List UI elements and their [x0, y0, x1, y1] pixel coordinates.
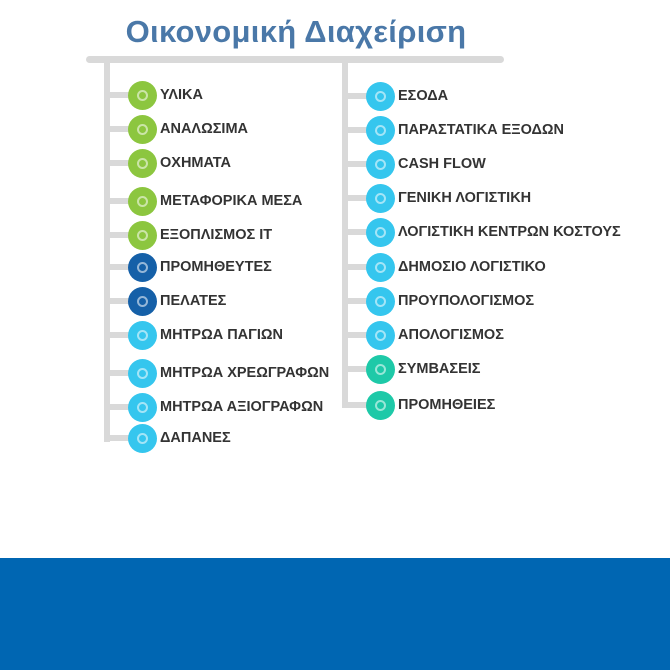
node-circle-icon: [128, 321, 157, 350]
node-label: ΠΡΟΜΗΘΕΙΕΣ: [398, 397, 496, 413]
node-circle-icon: [128, 393, 157, 422]
node-label: ΔΑΠΑΝΕΣ: [160, 430, 231, 446]
node-label: ΠΡΟΥΠΟΛΟΓΙΣΜΟΣ: [398, 293, 535, 309]
node-circle-icon: [128, 81, 157, 110]
node-label: ΟΧΗΜΑΤΑ: [160, 155, 232, 171]
node-label: ΓΕΝΙΚΗ ΛΟΓΙΣΤΙΚΗ: [398, 190, 532, 206]
node-circle-icon: [366, 116, 395, 145]
node-circle-icon: [128, 287, 157, 316]
node-label: ΑΠΟΛΟΓΙΣΜΟΣ: [398, 327, 504, 343]
node-label: ΛΟΓΙΣΤΙΚΗ ΚΕΝΤΡΩΝ ΚΟΣΤΟΥΣ: [398, 224, 621, 240]
node-label: ΑΝΑΛΩΣΙΜΑ: [160, 121, 248, 137]
node-circle-icon: [366, 321, 395, 350]
node-circle-icon: [366, 391, 395, 420]
left-trunk-line: [104, 60, 110, 442]
node-label: ΔΗΜΟΣΙΟ ΛΟΓΙΣΤΙΚΟ: [398, 259, 546, 275]
node-circle-icon: [128, 187, 157, 216]
footer-band: [0, 558, 670, 670]
node-label: ΠΡΟΜΗΘΕΥΤΕΣ: [160, 259, 272, 275]
node-circle-icon: [128, 253, 157, 282]
node-label: ΜΗΤΡΩΑ ΠΑΓΙΩΝ: [160, 327, 283, 343]
diagram-title: Οικονομική Διαχείριση: [125, 14, 467, 49]
node-circle-icon: [366, 82, 395, 111]
node-circle-icon: [366, 253, 395, 282]
node-circle-icon: [366, 218, 395, 247]
node-circle-icon: [366, 355, 395, 384]
node-circle-icon: [128, 359, 157, 388]
node-circle-icon: [128, 221, 157, 250]
node-circle-icon: [366, 287, 395, 316]
node-circle-icon: [128, 424, 157, 453]
node-label: ΜΗΤΡΩΑ ΑΞΙΟΓΡΑΦΩΝ: [160, 399, 324, 415]
node-label: ΜΕΤΑΦΟΡΙΚΑ ΜΕΣΑ: [160, 193, 303, 209]
node-label: ΕΣΟΔΑ: [398, 88, 449, 104]
node-label: ΥΛΙΚΑ: [160, 87, 203, 103]
node-circle-icon: [366, 150, 395, 179]
node-circle-icon: [128, 115, 157, 144]
node-circle-icon: [128, 149, 157, 178]
node-label: CASH FLOW: [398, 156, 486, 172]
node-label: ΠΕΛΑΤΕΣ: [160, 293, 227, 309]
node-label: ΣΥΜΒΑΣΕΙΣ: [398, 361, 481, 377]
node-label: ΠΑΡΑΣΤΑΤΙΚΑ ΕΞΟΔΩΝ: [398, 122, 565, 138]
node-label: ΜΗΤΡΩΑ ΧΡΕΩΓΡΑΦΩΝ: [160, 365, 330, 381]
top-connector-bar: [86, 56, 504, 63]
node-circle-icon: [366, 184, 395, 213]
node-label: ΕΞΟΠΛΙΣΜΟΣ IT: [160, 227, 273, 243]
